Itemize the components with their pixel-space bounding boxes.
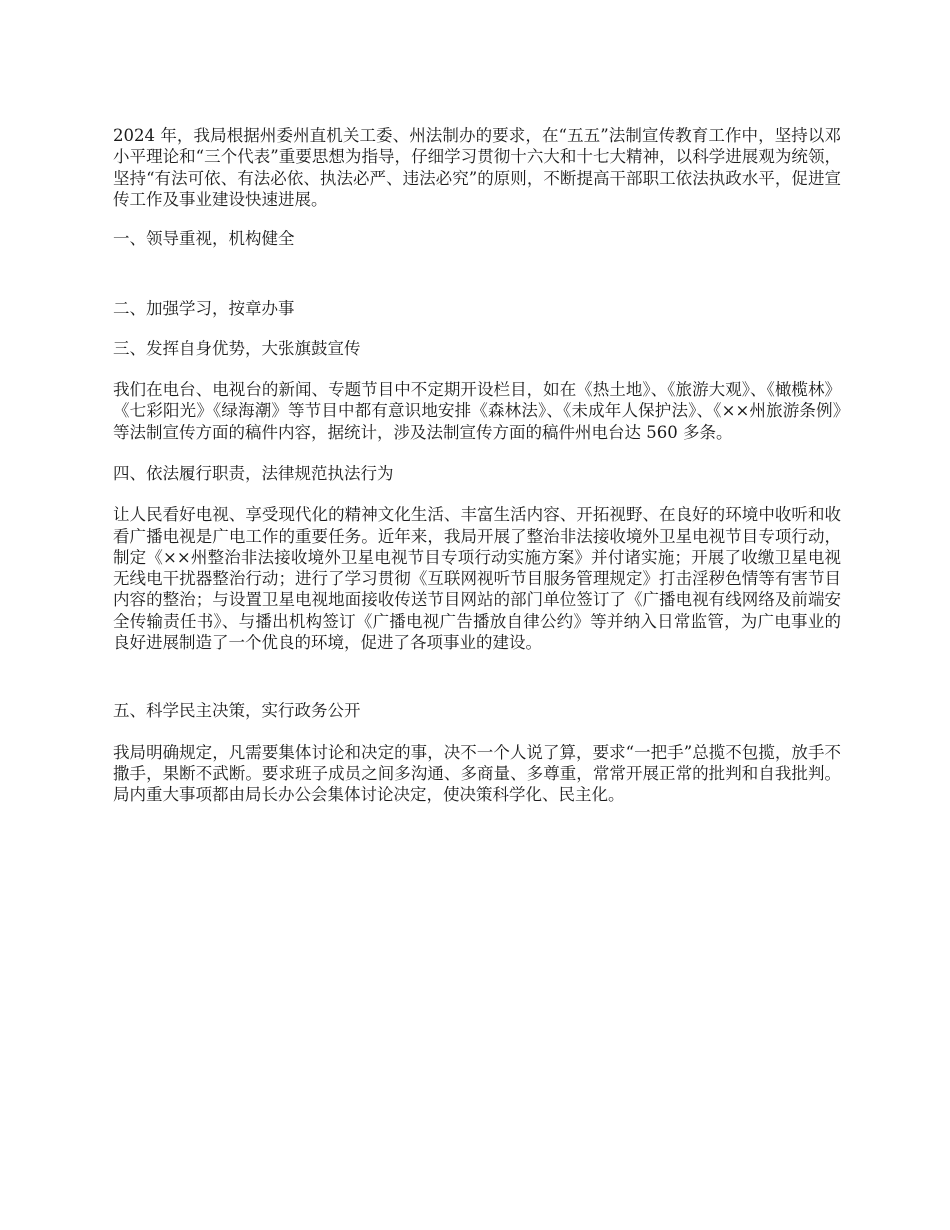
spacer bbox=[113, 359, 841, 379]
document-body bbox=[113, 125, 841, 806]
spacer bbox=[113, 210, 841, 228]
section-4-heading: 四、依法履行职责，法律规范执法行为 bbox=[113, 463, 394, 483]
section-5-paragraph: 我局明确规定，凡需要集体讨论和决定的事，决不一个人说了算，要求“一把手”总揽不包揽，放手不撒手，果断不武断。要求班子成员之间多沟通、多商量、多尊重，常常开展正常的批判和自我批判。局内重大事项都由局长办公会集体讨论决定，使决策科学化、民主化。 bbox=[113, 742, 841, 805]
spacer bbox=[113, 443, 841, 463]
spacer bbox=[113, 249, 841, 298]
section-5-heading: 五、科学民主决策，实行政务公开 bbox=[113, 701, 361, 721]
section-3-paragraph: 我们在电台、电视台的新闻、专题节目中不定期开设栏目，如在《热土地》、《旅游大观》、《橄榄林》《七彩阳光》《绿海潮》等节目中都有意识地安排《森林法》、《未成年人保护法》、《××州旅游条例》等法制宣传方面的稿件内容，据统计，涉及法制宣传方面的稿件州电台达 560 多条。 bbox=[113, 380, 841, 442]
section-3-heading: 三、发挥自身优势，大张旗鼓宣传 bbox=[113, 338, 361, 358]
spacer bbox=[113, 653, 841, 700]
intro-paragraph: 2024 年，我局根据州委州直机关工委、州法制办的要求，在“五五”法制宣传教育工作中，坚持以邓小平理论和“三个代表”重要思想为指导，仔细学习贯彻十六大和十七大精神，以科学进展观为统领，坚持“有法可依、有法必依、执法必严、违法必究”的原则，不断提高干部职工依法执政水平，促进宣传工作及事业建设快速进展。 bbox=[113, 126, 841, 209]
section-2-heading: 二、加强学习，按章办事 bbox=[113, 299, 295, 319]
spacer bbox=[113, 320, 841, 338]
spacer bbox=[113, 484, 841, 504]
spacer bbox=[113, 722, 841, 742]
section-1-heading: 一、领导重视，机构健全 bbox=[113, 229, 295, 249]
section-4-paragraph: 让人民看好电视、享受现代化的精神文化生活、丰富生活内容、开拓视野、在良好的环境中收听和收看广播电视是广电工作的重要任务。近年来，我局开展了整治非法接收境外卫星电视节目专项行动，制定《××州整治非法接收境外卫星电视节目专项行动实施方案》并付诸实施；开展了收缴卫星电视无线电干扰器整治行动；进行了学习贯彻《互联网视听节目服务管理规定》打击淫秽色情等有害节目内容的整治；与设置卫星电视地面接收传送节目网站的部门单位签订了《广播电视有线网络及前端安全传输责任书》、与播出机构签订《广播电视广告播放自律公约》等并纳入日常监管，为广电事业的良好进展制造了一个优良的环境，促进了各项事业的建设。 bbox=[113, 505, 841, 653]
